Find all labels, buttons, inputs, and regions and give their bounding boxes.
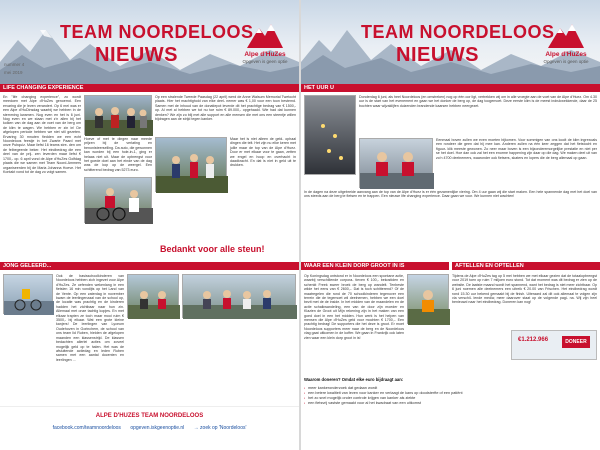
footer-links: [0, 425, 299, 431]
photo-kids-cycling: [3, 274, 53, 314]
photo-kids-icon: [4, 275, 54, 315]
footer-heading: ALPE D'HUZES TEAM NOORDELOOS: [95, 413, 204, 419]
life-changing-text-col1: En "life changing experience", zo wordt meedoen met Alpe d'HuZes genoemd. Een ervaring die je leven verandert. Op 6 mei was er een Alpe d'HuDinsdag waarbij we hebben in de stemming kwamen. Nog even en het is 6 juni. Nog even en we staan met z'n allen bij het kolken van de dag aan de voet van de berg om de klim te wagen. We hebben er zin in! De afgelopen periode hebben we niet stil gezeten. Ervaring 30 mnuten fiedden we een echt Noordeloos feestje in het Zwarte Paard met onze Pubquiz. Maar liefst 16 teams stre- den om de felbegeerde beker. Het eindbedrag die een deel van de prij- zen leverden maar liefst € 1700,- op. 6 april vond de Alpe d'HuZes Golfdag plaats die we samen met Team Noord-Ammers organiseerden bij de Maria Johanna Hoeve. Het Kontakt vond tot de dag zo volgt samen.: [3, 95, 81, 174]
life-changing-text-col3: Op een stralende Tweede Paasdag (22 april) werd de Anne Walsum Memorial Twetocht plaats. Hier het machtighold van elke deel- nemer was € 1,00 voor een toon bestemd. Samen met de inhoud van de donatiepot leverde dit het prachtige bedrag van € 1500,- op. Al met al hebben we tot nu toe ruim € 89.000,- opgehaald. Wie had dat kunnen denken? We zijn zo blij met alle support en alle mensen die met ons een steentje willen bijdragen aan de strijd tegen kanker.: [155, 95, 296, 122]
photo-classroom: [127, 274, 179, 318]
photo-cyclists-icon: [85, 178, 153, 224]
aftellen-text: Tijdens de Alpe d'HuZes tag op 5 mei hebben we met elkaar gezien dat de totaalopbrengst voor 2019 toen op ruim 7 miljoen euro stond. Tot dat moment was dit bedrag er zien op de website. De laatste maand wordt het spannend, want het bedrag is niet meer zichtbaar. Op 6 juni noemen alle deelnemers een uitreik € 20.00 van Frischen. Het eindbedrag wordt rond 15.30 uur bekend gemaakt bij de finish. Uiteraard zal dit ook allemaal te volgen zijn via verschil- lende media; meer daarover staat op de volgende pagi- na. Wij zijn heel benieuwd naar het eindbedrag. Doneren kan nog!: [452, 274, 597, 305]
facebook-link[interactable]: facebook.com/teamnoordeloos: [52, 425, 121, 431]
jong-geleerd-text: Ook de basisschoolkinderen van Noordeloos hebben zich ingezet voor Alpe d'HuZes. Ze oefenden wekenlang in een fietslen 16 min vondijts op het Land van de Vente. Op een zaterdag in november kwam de leerlingenzaal van de school op, de locatie was prachtig en de kinderen hadden het zichtbaar naar hun zin. Allemaal met onze tachtig kopjes. En met elkaar trapten ze toch maar mooi ruim € 3500,- bij elkaar. Wat een grote kleine kanjers! De leerlingen van Lyceum Oudehoven in Gorinchem, de school van ons team lid Ruben, hielden de afgelopen maanden een klassenstrijd. De klassen bedachten allerlei acties om zoveel mogelijk geld op te halen. Het was de afsluitende actiedag en leden Ruben samen met een aantal docenten en leerlingen ...: [56, 274, 124, 362]
photo-school-group-icon: [183, 275, 297, 319]
newsletter-subtitle: NIEUWS: [95, 44, 178, 66]
search-hint: → zoek op 'Noordeloos': [193, 425, 247, 431]
newsletter-subtitle-right: NIEUWS: [396, 44, 479, 66]
section-heading-aftellen: AFTELLEN EN OPTELLEN: [452, 262, 600, 270]
list-item: ▪ het zo snel mogelijk onder controle krijgen van kanker als ziekte: [304, 396, 597, 401]
photo-cyclists: [84, 177, 152, 223]
section-heading-het-uur-u: HET UUR U: [301, 84, 600, 92]
list-item: ▪ meer kankeronderzoek dat gedaan wordt: [304, 386, 597, 391]
klein-dorp-text: Op Koningsdag ontstond er in Noordeloos een spontane actie, waarbij verschillende corpora- tieven € 100,- bekostiden en schenkt Freek sweer broek de berg op wandelt. Tenbeste wilde het eens van € 2600,-. Dat is toch schitterend? Of de maatregelen die rond de 70 schoolkinderen tegenover een terrein die de tegemoet wil deelnemen, hebben we een doel bezit met de de inside. In het midden van de maandelen en de actie schalkwandeling, een van de door zijn moeder en Klazien de Groot uit Mijn rekening zijn in het maken van een goed doel in een het midden. Hun werk is het helpen van mensen die Alpe d'HuZes geld voor mochten € 1700,-. Een prachtig bedrag! De supporters die het deze is groot. Er moet Noordeloos supporters meer naar de berg en de Noordeloos vlag gaat uitkomen in de koffer. We gaan in Frankrijk ook laten zien waar een klein dorp groot in is!: [304, 274, 404, 340]
photo-riders-team: [359, 138, 433, 188]
het-uur-u-text3: In de dagen na deze uitgebreide aanvang aan de top van de Alpe d'Huez is er één gezamenlijke viering. Om 4 uur gaan wij die start maken. Een hele spannende dag met het doel van ons steeds aan de berg te fietsen en te trappen. Een nieuwe life changing experience. Daar gaan we voor. We kunnen niet wachten!: [304, 190, 597, 199]
masthead: [0, 0, 299, 84]
newsletter-page-right: [301, 0, 600, 450]
alpe-dhuzes-logo-right: [538, 18, 594, 64]
thank-you-callout: Bedankt voor alle steun!: [160, 244, 265, 254]
logo-tagline: Opgeven is geen optie: [242, 58, 288, 64]
photo-night-icon: [305, 96, 357, 176]
donate-button[interactable]: DONEER: [562, 336, 590, 348]
het-uur-u-text1: Donderdag 6 juni, als heel Noordeloos (en omstreken) nog op één oor ligt, vertrekken wij om in alle vroegte aan de voet van de Alpe d'Huez. Om 4.30 uur is de start van het evenement en gaan we het donker de berg op, de dag toogemoet. Deze eerste klim is de meest indrukwekkende, daar de 25 bochten waar wijvaklijfen duizenden brandende kaarsen hebben neergezet.: [359, 95, 597, 108]
photo-walkers: [155, 137, 227, 192]
list-item: ▪ een betere kwaliteit van leven voor kanker en verlaagt de kans op doodsterfte of een patiënt: [304, 391, 597, 396]
section-heading-jong-geleerd: JONG GELEERD...: [0, 262, 299, 270]
issue-date: mei 2019: [4, 70, 23, 75]
alpe-dhuzes-logo: [237, 18, 293, 64]
newsletter-title: TEAM NOORDELOOS: [60, 22, 254, 42]
mountain-logo-icon: [544, 18, 588, 52]
newsletter-page-left: [0, 0, 299, 450]
why-donate-list: [304, 386, 597, 406]
logo-text: Alpe d'HuZes: [545, 51, 587, 58]
why-donate-heading: Waarom doneren? Omdat elke euro bijdraagt aan:: [304, 377, 404, 382]
photo-night-ride: [304, 95, 356, 175]
masthead-right: [301, 0, 600, 84]
photo-riders-icon: [360, 139, 434, 189]
life-changing-text-col4: Maar het is niet alleen de geld- ophaal dingen die telt. Het zijn nu elke keren met jullie maar de top van de Alpe d'Huez. Door er met elkaar voor te gaan, zetten we engel en hoop en overhacht in daadkracht. En dat is niet in geld uit te drukken.: [230, 137, 296, 168]
footer-contact: [0, 406, 299, 450]
photo-walkers-icon: [156, 138, 228, 193]
mountain-logo-icon: [243, 18, 287, 52]
photo-group-event: [84, 95, 152, 135]
logo-text: Alpe d'HuZes: [244, 51, 286, 58]
logo-tagline: Opgeven is geen optie: [543, 58, 589, 64]
newsletter-title-right: TEAM NOORDELOOS: [361, 22, 555, 42]
section-heading-klein-dorp: WAAR EEN KLEIN DORP GROOT IN IS: [301, 262, 449, 270]
issue-number: nummer 4: [4, 62, 25, 67]
photo-classroom-icon: [128, 275, 180, 319]
photo-koningsdag: [407, 274, 449, 324]
donation-amount: €1.212.966: [518, 337, 549, 343]
section-heading-life-changing: LIFE CHANGING EXPERIENCE: [0, 84, 299, 92]
website-link[interactable]: opgeven.iskgeenoptie.nl: [130, 425, 185, 431]
het-uur-u-text2: Eenmaal boven zullen we even moeten bijkomen. Voor sommigen van ons loodt de klim ingrexoals een rondeer die geen dat hij mee kan. Anderen zullen na één keer zeggen dat het fietstocht en figuur- klik meeste gewonen. Zo neer maar boven is een bijzonderemorgelijke prestatie en niet per se het doel. Hoe dan ook zal het een enorme happening zijn daar op die dag. We maken deel uit van zo'n 4700 deelnemers, waaronder ook fietsers, skaters en lopers die de berg allemaal op gaan.: [436, 138, 597, 160]
photo-group-icon: [85, 96, 153, 136]
list-item: ▪ een fietsvrij vastste gemaakt voor al het kwadraat van een uitkomst: [304, 401, 597, 406]
photo-school-group: [182, 274, 296, 318]
life-changing-text-col2: Hoeve of met te dingen naar meede prijzen bij de verlating en benonisteerselling. Da auto, die gewonnen kan worden bij een hole-in-1, ging er helaas niet uit. Maar de opbrengst voor het goede doel aan het einde van de dag was de kop op de weergel. Een schitterend bedrag van 5273 euro.: [84, 137, 152, 172]
photo-koningsdag-icon: [408, 275, 450, 325]
donation-counter: [511, 330, 597, 360]
